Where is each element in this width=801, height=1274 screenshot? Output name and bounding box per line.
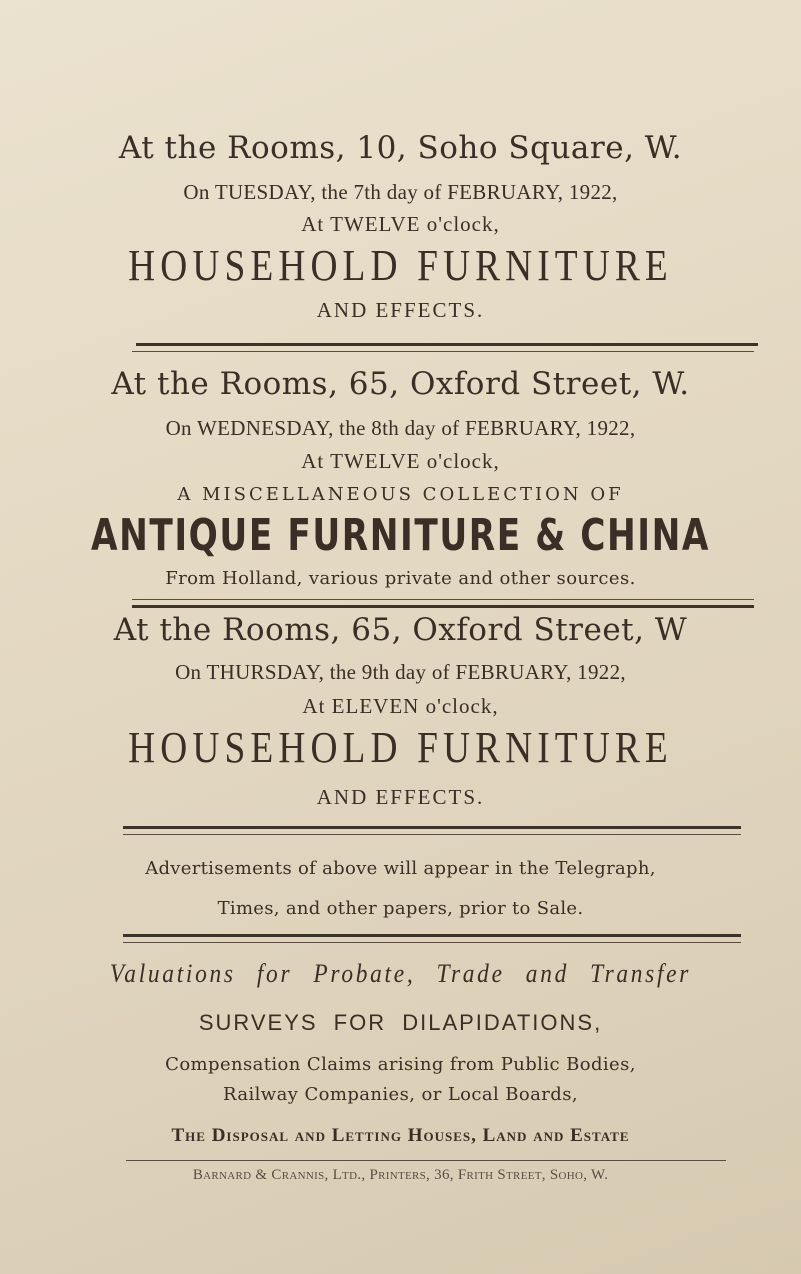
compensation-line: Compensation Claims arising from Public Bodies, <box>165 1054 636 1075</box>
sale-2-venue: At the Rooms, 65, Oxford Street, W. <box>111 366 690 402</box>
sale-2-subheadline: From Holland, various private and other sources. <box>165 568 636 589</box>
sale-1-subheadline: AND EFFECTS. <box>316 298 485 322</box>
divider-rule <box>132 351 754 352</box>
sale-3-date: On THURSDAY, the 9th day of FEBRUARY, 1922, <box>175 660 626 684</box>
divider-rule <box>126 1160 726 1161</box>
disposal-line: The Disposal and Letting Houses, Land and Estate <box>171 1125 630 1146</box>
sale-1-time: At TWELVE o'clock, <box>301 212 500 236</box>
divider-rule <box>132 605 754 608</box>
surveys-line: SURVEYS FOR DILAPIDATIONS, <box>198 1010 603 1035</box>
advertisements-line-2: Times, and other papers, prior to Sale. <box>217 898 584 919</box>
sale-3-subheadline: AND EFFECTS. <box>316 785 485 809</box>
sale-1-venue: At the Rooms, 10, Soho Square, W. <box>118 130 683 166</box>
sale-2-date: On WEDNESDAY, the 8th day of FEBRUARY, 1922, <box>165 416 636 440</box>
sale-3-venue: At the Rooms, 65, Oxford Street, W <box>113 612 688 648</box>
printer-imprint: Barnard & Crannis, Ltd., Printers, 36, Frith Street, Soho, W. <box>192 1167 609 1183</box>
divider-rule <box>123 826 741 829</box>
advertisements-line-1: Advertisements of above will appear in the Telegraph, <box>145 858 656 879</box>
railway-line: Railway Companies, or Local Boards, <box>223 1084 578 1105</box>
divider-rule <box>136 343 758 346</box>
divider-rule <box>123 942 741 943</box>
sale-2-intro: A MISCELLANEOUS COLLECTION OF <box>177 484 624 505</box>
divider-rule <box>123 934 741 937</box>
sale-3-time: At ELEVEN o'clock, <box>302 694 499 718</box>
sale-1-date: On TUESDAY, the 7th day of FEBRUARY, 1922, <box>183 180 618 204</box>
sale-3-headline: HOUSEHOLD FURNITURE <box>128 723 673 772</box>
divider-rule <box>132 599 754 600</box>
sale-2-time: At TWELVE o'clock, <box>301 449 500 473</box>
sale-1-headline: HOUSEHOLD FURNITURE <box>128 241 673 290</box>
sale-2-headline: ANTIQUE FURNITURE & CHINA <box>90 510 711 561</box>
valuations-heading: Valuations for Probate, Trade and Transfer <box>109 959 692 988</box>
divider-rule <box>123 834 741 835</box>
